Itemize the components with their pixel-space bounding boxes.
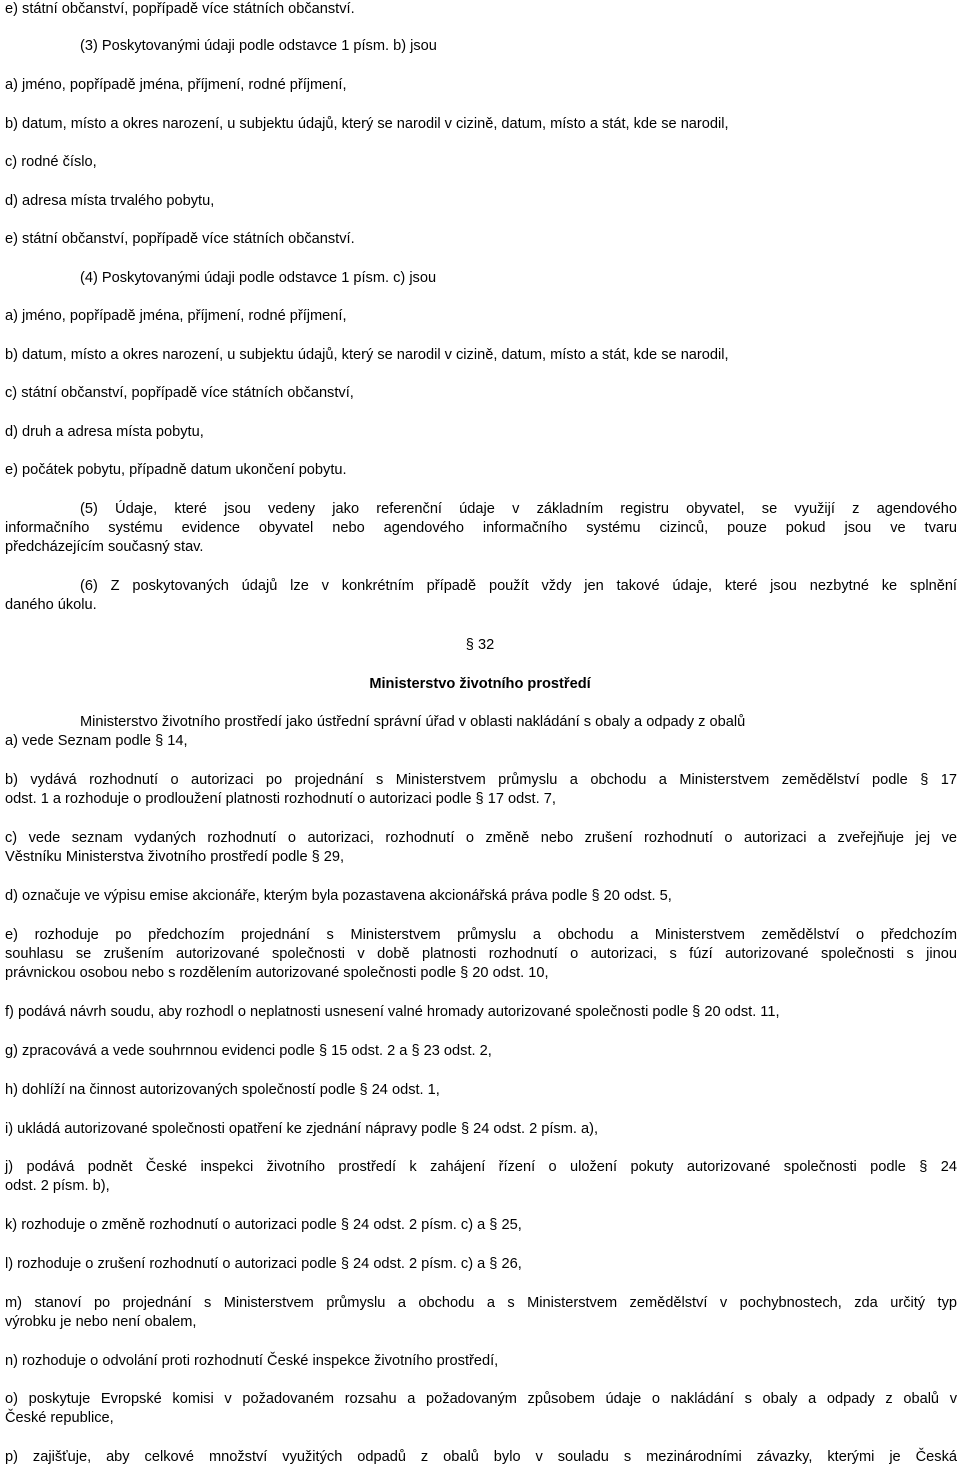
list-item: n) rozhoduje o odvolání proti rozhodnutí České inspekce životního prostředí, bbox=[5, 1353, 499, 1369]
list-item: e) státní občanství, popřípadě více státních občanství. bbox=[5, 1, 355, 17]
list-item: h) dohlíží na činnost autorizovaných společností podle § 24 odst. 1, bbox=[5, 1082, 440, 1098]
list-item: p) zajišťuje, aby celkové množství využitých odpadů z obalů bylo v souladu s mezinárodními závazky, kterými je Česká bbox=[5, 1449, 957, 1465]
list-item: výrobku je nebo není obalem, bbox=[5, 1314, 197, 1330]
paragraph-text: (6) Z poskytovaných údajů lze v konkrétním případě použít vždy jen takové údaje, které jsou nezbytné ke splnění bbox=[80, 578, 957, 594]
list-item: l) rozhoduje o zrušení rozhodnutí o autorizaci podle § 24 odst. 2 písm. c) a § 26, bbox=[5, 1256, 522, 1272]
list-item: b) vydává rozhodnutí o autorizaci po projednání s Ministerstvem průmyslu a obchodu a Ministerstvem zemědělství podle § 17 bbox=[5, 772, 957, 788]
list-item: a) vede Seznam podle § 14, bbox=[5, 733, 188, 749]
paragraph-text: (5) Údaje, které jsou vedeny jako referenční údaje v základním registru obyvatel, se využijí z agendového bbox=[80, 501, 957, 517]
list-item: e) rozhoduje po předchozím projednání s Ministerstvem průmyslu a obchodu a Ministerstvem zemědělství o předchozím bbox=[5, 927, 957, 943]
paragraph-text: předcházejícím současný stav. bbox=[5, 539, 204, 555]
list-item: c) státní občanství, popřípadě více státních občanství, bbox=[5, 385, 354, 401]
list-item: i) ukládá autorizované společnosti opatření ke zjednání nápravy podle § 24 odst. 2 písm. a), bbox=[5, 1121, 599, 1137]
list-item: souhlasu se zrušením autorizované společnosti v době platnosti rozhodnutí o autorizaci, s fúzí autorizované společnosti s jinou bbox=[5, 946, 957, 962]
paragraph-heading: (4) Poskytovanými údaji podle odstavce 1 písm. c) jsou bbox=[80, 270, 437, 286]
list-item: m) stanoví po projednání s Ministerstvem průmyslu a obchodu a s Ministerstvem zemědělství v pochybnostech, zda určitý typ bbox=[5, 1295, 957, 1311]
paragraph-text: Ministerstvo životního prostředí jako ústřední správní úřad v oblasti nakládání s obaly a odpady z obalů bbox=[80, 714, 746, 730]
list-item: b) datum, místo a okres narození, u subjektu údajů, který se narodil v cizině, datum, místo a stát, kde se narodil, bbox=[5, 116, 729, 132]
list-item: k) rozhoduje o změně rozhodnutí o autorizaci podle § 24 odst. 2 písm. c) a § 25, bbox=[5, 1217, 522, 1233]
list-item: a) jméno, popřípadě jména, příjmení, rodné příjmení, bbox=[5, 308, 347, 324]
paragraph-text: informačního systému evidence obyvatel nebo agendového informačního systému cizinců, pouze pokud jsou ve tvaru bbox=[5, 520, 957, 536]
list-item: právnickou osobou nebo s rozdělením autorizované společnosti podle § 20 odst. 10, bbox=[5, 965, 549, 981]
list-item: d) adresa místa trvalého pobytu, bbox=[5, 193, 215, 209]
list-item: odst. 2 písm. b), bbox=[5, 1178, 110, 1194]
paragraph-text: daného úkolu. bbox=[5, 597, 97, 613]
list-item: d) druh a adresa místa pobytu, bbox=[5, 424, 204, 440]
section-number: § 32 bbox=[465, 637, 495, 653]
paragraph-heading: (3) Poskytovanými údaji podle odstavce 1 písm. b) jsou bbox=[80, 38, 437, 54]
list-item: o) poskytuje Evropské komisi v požadovaném rozsahu a požadovaným způsobem údaje o nakládání s obaly a odpady z obalů v bbox=[5, 1391, 957, 1407]
list-item: d) označuje ve výpisu emise akcionáře, kterým byla pozastavena akcionářská práva podle § 20 odst. 5, bbox=[5, 888, 672, 904]
list-item: a) jméno, popřípadě jména, příjmení, rodné příjmení, bbox=[5, 77, 347, 93]
list-item: j) podává podnět České inspekci životního prostředí k zahájení řízení o uložení pokuty autorizované společnosti podle § 24 bbox=[5, 1159, 957, 1175]
list-item: e) státní občanství, popřípadě více státních občanství. bbox=[5, 231, 355, 247]
list-item: b) datum, místo a okres narození, u subjektu údajů, který se narodil v cizině, datum, místo a stát, kde se narodil, bbox=[5, 347, 729, 363]
list-item: odst. 1 a rozhoduje o prodloužení platnosti rozhodnutí o autorizaci podle § 17 odst. 7, bbox=[5, 791, 556, 807]
list-item: České republice, bbox=[5, 1410, 114, 1426]
list-item: e) počátek pobytu, případně datum ukončení pobytu. bbox=[5, 462, 347, 478]
list-item: g) zpracovává a vede souhrnnou evidenci podle § 15 odst. 2 a § 23 odst. 2, bbox=[5, 1043, 492, 1059]
list-item: f) podává návrh soudu, aby rozhodl o neplatnosti usnesení valné hromady autorizované společnosti podle § 20 odst. 11, bbox=[5, 1004, 780, 1020]
list-item: c) rodné číslo, bbox=[5, 154, 97, 170]
list-item: c) vede seznam vydaných rozhodnutí o autorizaci, rozhodnutí o změně nebo zrušení rozhodnutí o autorizaci a zveřejňuje jej ve bbox=[5, 830, 957, 846]
section-title: Ministerstvo životního prostředí bbox=[369, 676, 591, 692]
list-item: Věstníku Ministerstva životního prostředí podle § 29, bbox=[5, 849, 345, 865]
